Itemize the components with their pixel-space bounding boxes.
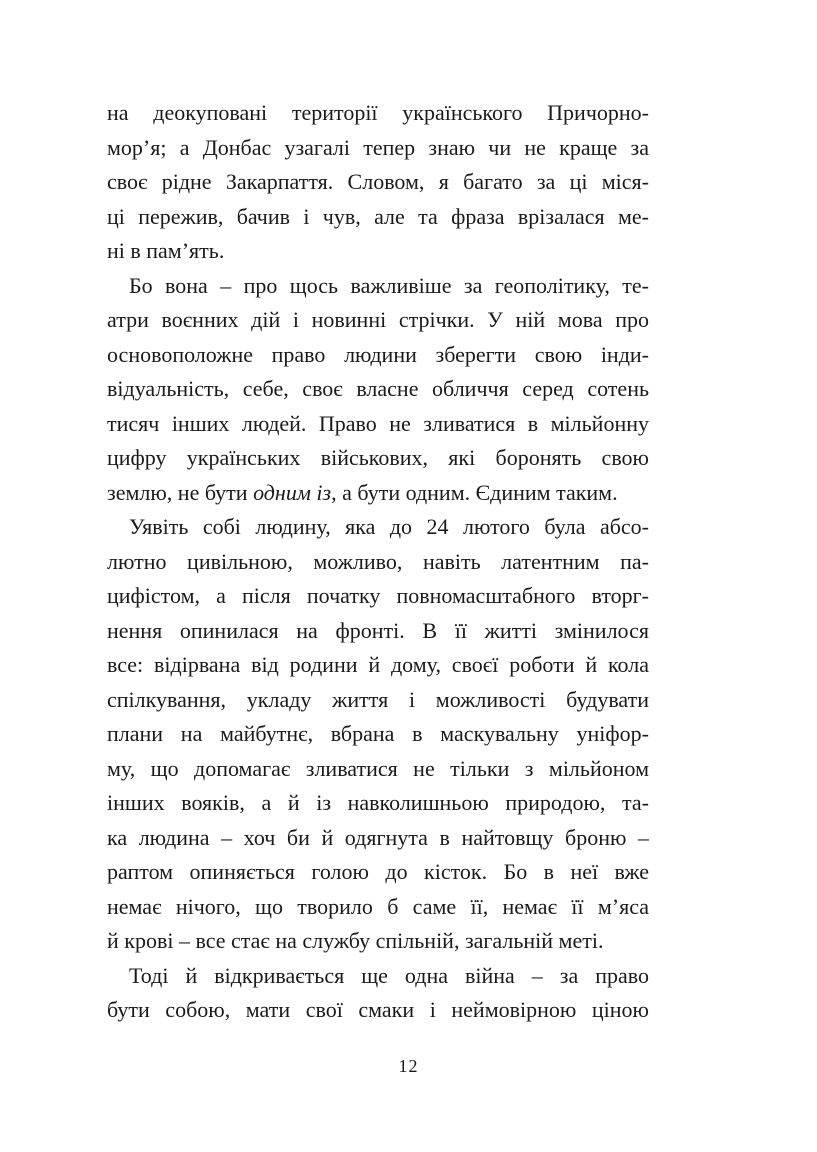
text-line: цифістом, а після початку повномасштабного вторг- <box>107 583 649 608</box>
paragraph <box>107 510 649 959</box>
text-line-mixed <box>107 476 649 511</box>
text-line: мор’я; а Донбас узагалі тепер знаю чи не краще за <box>107 134 649 160</box>
text-line: му, що допомагає зливатися не тільки з мільйоном <box>107 755 649 781</box>
text-line: плани на майбутнє, вбрана в маскувальну уніфор- <box>107 721 649 746</box>
text-line: раптом опиняється голою до кісток. Бо в неї вже <box>107 859 649 884</box>
paragraph <box>107 269 649 511</box>
text-line: немає нічого, що творило б саме її, немає її м’яса <box>107 893 649 919</box>
text-line: Уявіть собі людину, яка до 24 лютого була абсо- <box>129 514 649 539</box>
text-line: ні в пам’ять. <box>107 238 225 263</box>
text-line: атри воєнних дій і новинні стрічки. У ній мова про <box>107 307 649 332</box>
text-line: цифру українських військових, які боронять свою <box>107 445 649 470</box>
text-line: основоположне право людини зберегти свою інди- <box>107 341 649 367</box>
text-line: на деокуповані території українського Причорно- <box>107 100 649 125</box>
text-line: й крові – все стає на службу спільній, загальній меті. <box>107 928 604 953</box>
book-page-text <box>107 96 649 1028</box>
text-line: своє рідне Закарпаття. Словом, я багато за ці міся- <box>107 169 649 194</box>
text-line: ці пережив, бачив і чув, але та фраза врізалася ме- <box>107 203 649 229</box>
text-line: відуальність, себе, своє власне обличчя серед сотень <box>107 376 649 401</box>
paragraph <box>107 959 649 1028</box>
text-line: спілкування, укладу життя і можливості будувати <box>107 686 649 712</box>
text-line: Бо вона – про щось важливіше за геополітику, те- <box>129 272 649 298</box>
text-line: ка людина – хоч би й одягнута в найтовщу броню – <box>107 824 649 850</box>
text-line: інших вояків, а й із навколишньою природою, та- <box>107 790 649 815</box>
text-line: тисяч інших людей. Право не зливатися в мільйонну <box>107 410 649 436</box>
text-line: Тоді й відкривається ще одна війна – за право <box>129 962 649 988</box>
text-line: лютно цивільною, можливо, навіть латентним па- <box>107 548 649 574</box>
text-line: все: відірвана від родини й дому, своєї роботи й кола <box>107 652 649 677</box>
italic-phrase: одним із <box>253 479 332 505</box>
text-run: , а бути одним. Єдиним таким. <box>331 479 618 505</box>
page-number: 12 <box>398 1056 419 1076</box>
text-run: землю, не бути <box>107 479 254 505</box>
text-line: бути собою, мати свої смаки і неймовірною ціною <box>107 997 649 1022</box>
text-line: нення опинилася на фронті. В її житті змінилося <box>107 617 649 643</box>
paragraph <box>107 96 649 269</box>
